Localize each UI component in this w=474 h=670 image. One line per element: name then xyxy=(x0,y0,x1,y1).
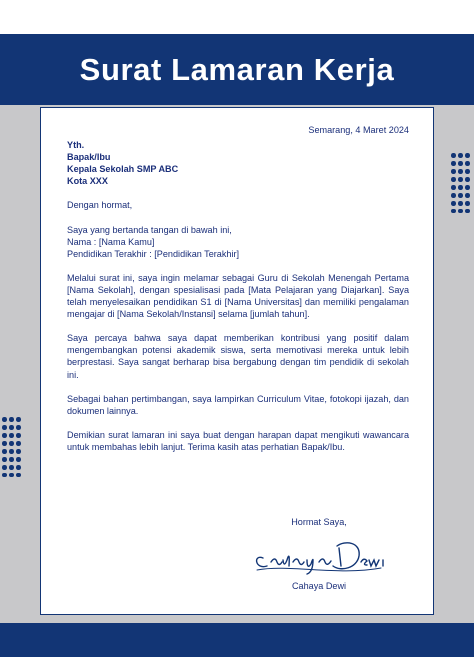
dot xyxy=(458,201,463,206)
dot xyxy=(16,417,21,422)
dot xyxy=(451,161,456,166)
dot xyxy=(2,465,7,470)
dot xyxy=(9,425,14,430)
dot xyxy=(2,433,7,438)
field-name: Nama : [Nama Kamu] xyxy=(67,236,155,247)
dot xyxy=(458,153,463,158)
dot xyxy=(465,185,470,190)
dot xyxy=(9,465,14,470)
dot xyxy=(9,457,14,462)
dot xyxy=(465,169,470,174)
dot xyxy=(451,185,456,190)
recipient-line: Bapak/Ibu xyxy=(67,152,111,163)
dot xyxy=(465,209,470,214)
dot xyxy=(451,153,456,158)
dot-pattern-left xyxy=(2,417,22,477)
dot xyxy=(16,425,21,430)
dot xyxy=(2,457,7,462)
recipient-address xyxy=(67,139,409,187)
dot xyxy=(9,417,14,422)
dot xyxy=(9,449,14,454)
dot xyxy=(458,193,463,198)
dot xyxy=(9,433,14,438)
intro-line: Saya yang bertanda tangan di bawah ini, xyxy=(67,224,232,235)
handwritten-signature xyxy=(249,536,389,576)
dot xyxy=(2,449,7,454)
dot xyxy=(465,193,470,198)
body-paragraph: Sebagai bahan pertimbangan, saya lampirkan Curriculum Vitae, fotokopi ijazah, dan dokumen lainnya. xyxy=(67,393,409,416)
recipient-line: Kepala Sekolah SMP ABC xyxy=(67,164,179,175)
closing-block xyxy=(239,516,399,592)
dot xyxy=(16,465,21,470)
signatory-name: Cahaya Dewi xyxy=(291,581,347,592)
letter-sheet xyxy=(40,107,434,615)
closing-phrase: Hormat Saya, xyxy=(291,517,347,527)
applicant-details xyxy=(67,224,409,260)
letter-body xyxy=(41,108,433,614)
dot xyxy=(458,177,463,182)
dot xyxy=(16,433,21,438)
body-paragraph: Demikian surat lamaran ini saya buat dengan harapan dapat mengikuti wawancara untuk membahas lebih lanjut. Terima kasih atas perhatian Bapak/Ibu. xyxy=(67,429,409,452)
dot xyxy=(9,473,14,478)
dot xyxy=(451,169,456,174)
dot xyxy=(458,209,463,214)
dot xyxy=(2,417,7,422)
body-paragraph: Saya percaya bahwa saya dapat memberikan kontribusi yang positif dalam mengembangkan potensi akademik siswa, serta memotivasi mereka untuk lebih berprestasi. Saya sangat berharap bisa bergabung dengan tim pendidik di sekolah ini. xyxy=(67,333,409,380)
dot xyxy=(16,441,21,446)
dot xyxy=(465,153,470,158)
letter-date: Semarang, 4 Maret 2024 xyxy=(308,125,409,135)
dot xyxy=(2,473,7,478)
dot xyxy=(458,161,463,166)
field-education: Pendidikan Terakhir : [Pendidikan Terakhir] xyxy=(67,248,240,259)
recipient-line: Yth. xyxy=(67,140,85,151)
dot xyxy=(2,425,7,430)
dot xyxy=(465,161,470,166)
dot xyxy=(458,185,463,190)
dot xyxy=(451,201,456,206)
dot xyxy=(16,473,21,478)
dot xyxy=(2,441,7,446)
dot xyxy=(451,209,456,214)
salutation: Dengan hormat, xyxy=(67,200,133,211)
dot xyxy=(16,449,21,454)
dot xyxy=(465,177,470,182)
dot-pattern-right xyxy=(451,153,471,213)
body-paragraph: Melalui surat ini, saya ingin melamar sebagai Guru di Sekolah Menengah Pertama [Nama Sekolah], dengan spesialisasi pada [Mata Pelajaran yang Diajarkan]. Saya telah menyelesaikan pendidikan S1 di [Nama Universitas] dan memiliki pengalaman mengajar di [Nama Sekolah/Instansi] selama [jumlah tahun]. xyxy=(67,272,409,320)
dot xyxy=(16,457,21,462)
dot xyxy=(451,193,456,198)
dot xyxy=(465,201,470,206)
dot xyxy=(451,177,456,182)
dot xyxy=(9,441,14,446)
footer-bar xyxy=(0,623,474,657)
dot xyxy=(458,169,463,174)
title-banner xyxy=(0,34,474,105)
recipient-line: Kota XXX xyxy=(67,176,108,187)
page-title: Surat Lamaran Kerja xyxy=(79,51,395,87)
